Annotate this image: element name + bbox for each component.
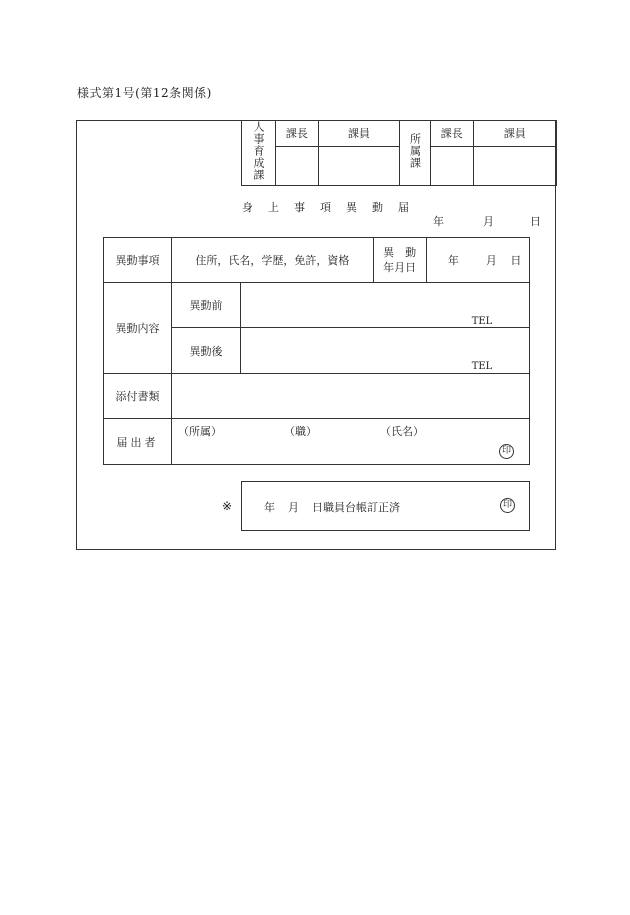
form-number: 様式第1号(第12条関係) xyxy=(77,86,212,100)
note-year: 年 xyxy=(264,501,275,514)
position-label: （職） xyxy=(284,425,317,438)
change-details-table xyxy=(103,237,530,465)
ledger-correction-box xyxy=(241,481,530,531)
title-char: 上 xyxy=(268,201,279,214)
change-date-year: 年 xyxy=(447,254,459,267)
hr-chief-header: 課長 xyxy=(276,120,319,147)
filing-date xyxy=(433,213,541,229)
attachments-value xyxy=(172,374,530,419)
hr-chief-stamp xyxy=(276,147,319,186)
after-label: 異動後 xyxy=(172,328,241,374)
change-date-month: 月 xyxy=(485,254,497,267)
title-char: 動 xyxy=(372,201,383,214)
change-content-label: 異動内容 xyxy=(104,283,172,374)
after-value xyxy=(241,328,530,374)
title-char: 届 xyxy=(398,201,409,214)
affiliated-chief-header: 課長 xyxy=(430,120,473,147)
name-label: （氏名） xyxy=(380,425,424,438)
hr-staff-header: 課員 xyxy=(318,120,399,147)
affiliated-division-label: 所属課 xyxy=(408,133,422,169)
before-tel-label: TEL xyxy=(471,316,493,327)
title-char: 事 xyxy=(294,201,305,214)
affiliated-staff-header: 課員 xyxy=(473,120,556,147)
affiliated-division-cell xyxy=(400,120,431,186)
change-item-value: 住所，氏名，学歴，免許，資格 xyxy=(172,238,374,283)
change-date-label-line2: 年月日 xyxy=(383,261,417,274)
hr-division-label: 人事育成課 xyxy=(252,121,265,181)
date-month: 月 xyxy=(483,215,494,228)
attachments-label: 添付書類 xyxy=(104,374,172,419)
change-date-label-line1: 異 動 xyxy=(383,246,417,259)
before-value xyxy=(241,283,530,328)
note-text: 日職員台帳訂正済 xyxy=(312,501,400,514)
approval-stamp-table xyxy=(241,120,557,186)
date-year: 年 xyxy=(433,215,444,228)
date-day: 日 xyxy=(530,215,541,228)
title-char: 異 xyxy=(346,201,357,214)
title-char: 項 xyxy=(320,201,331,214)
affiliated-chief-stamp xyxy=(430,147,473,186)
hr-division-cell xyxy=(242,120,276,186)
hr-staff-stamp xyxy=(318,147,399,186)
change-item-label: 異動事項 xyxy=(104,238,172,283)
change-date-value xyxy=(426,238,529,283)
note-mark: ※ xyxy=(222,499,233,513)
applicant-label: 届出者 xyxy=(104,419,172,465)
affiliation-label: （所属） xyxy=(178,425,222,438)
applicant-seal-icon: 印 xyxy=(499,444,514,459)
document-title xyxy=(242,199,424,215)
note-seal-icon: 印 xyxy=(500,498,515,513)
before-label: 異動前 xyxy=(172,283,241,328)
change-date-day: 日 xyxy=(510,254,522,267)
change-date-label xyxy=(373,238,426,283)
affiliated-staff-stamp xyxy=(473,147,556,186)
title-char: 身 xyxy=(242,201,253,214)
applicant-value xyxy=(172,419,530,465)
note-month: 月 xyxy=(288,501,299,514)
after-tel-label: TEL xyxy=(471,361,493,372)
